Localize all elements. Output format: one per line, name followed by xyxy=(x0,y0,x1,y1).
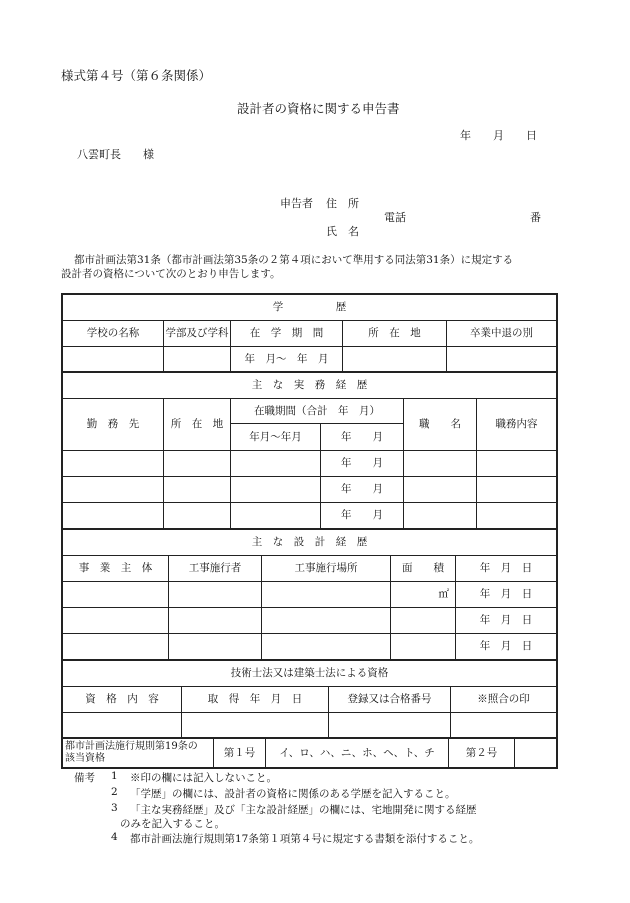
note-continuation: のみを記入すること。 xyxy=(120,818,225,830)
number-suffix: 番 xyxy=(530,211,541,224)
work-row-period[interactable] xyxy=(231,451,321,477)
license-header-date: 取 得 年 月 日 xyxy=(182,687,329,713)
work-row-duties[interactable] xyxy=(477,477,557,503)
design-row-date[interactable]: 年 月 日 xyxy=(456,608,557,634)
work-header-location: 所 在 地 xyxy=(164,399,231,451)
note-number: 4 xyxy=(111,831,118,843)
note-text: 都市計画法施行規則第17条第１項第４号に規定する書類を添付すること。 xyxy=(130,833,480,845)
work-row-position[interactable] xyxy=(404,451,477,477)
body-text-line2: 設計者の資格について次のとおり申告します。 xyxy=(61,268,281,280)
work-header-duties: 職務内容 xyxy=(477,399,557,451)
design-header-owner: 事 業 主 体 xyxy=(63,556,169,582)
work-row-office[interactable] xyxy=(63,503,164,529)
note-number: 1 xyxy=(111,770,118,782)
note-text: ※印の欄には記入しないこと。 xyxy=(130,772,277,784)
work-title: 主 な 実 務 経 歴 xyxy=(63,373,557,399)
work-row-office[interactable] xyxy=(63,477,164,503)
work-row-office[interactable] xyxy=(63,451,164,477)
work-header-duration: 年 月 xyxy=(321,424,404,451)
design-row-site[interactable] xyxy=(262,608,391,634)
education-cell-location[interactable] xyxy=(343,347,447,372)
license-header-check: ※照合の印 xyxy=(451,687,557,713)
work-row-duties[interactable] xyxy=(477,451,557,477)
note-text: 「主な実務経歴」及び「主な設計経歴」の欄には、宅地開発に関する経歴 xyxy=(130,804,477,816)
design-row-area[interactable] xyxy=(391,634,456,660)
education-cell-graduation[interactable] xyxy=(447,347,557,372)
design-title: 主 な 設 計 経 歴 xyxy=(63,530,557,556)
work-header-position: 職 名 xyxy=(404,399,477,451)
design-row-site[interactable] xyxy=(262,634,391,660)
design-section xyxy=(61,528,558,661)
license-cell-number[interactable] xyxy=(329,713,451,738)
design-row-date[interactable]: 年 月 日 xyxy=(456,582,557,608)
body-text-line1: 都市計画法第31条（都市計画法第35条の２第４項において準用する同法第31条）に規定する xyxy=(74,254,514,266)
rule19-label-line1: 都市計画法施行規則第19条の xyxy=(65,740,198,752)
education-header-school: 学校の名称 xyxy=(63,321,164,347)
rule19-item1[interactable]: 第１号 xyxy=(214,739,266,768)
design-row-owner[interactable] xyxy=(63,608,169,634)
education-section xyxy=(61,293,558,373)
license-section xyxy=(61,659,558,739)
design-row-contractor[interactable] xyxy=(169,608,262,634)
work-row-period[interactable] xyxy=(231,477,321,503)
work-row-location[interactable] xyxy=(164,451,231,477)
form-number: 様式第４号（第６条関係） xyxy=(61,68,212,83)
design-row-site[interactable] xyxy=(262,582,391,608)
education-header-faculty: 学部及び学科 xyxy=(164,321,231,347)
design-header-site: 工事施行場所 xyxy=(262,556,391,582)
design-row-area[interactable]: ㎡ xyxy=(391,582,456,608)
phone-label: 電話 xyxy=(384,211,406,224)
rule19-label-line2: 該当資格 xyxy=(65,753,105,764)
license-cell-check[interactable] xyxy=(451,713,557,738)
education-header-location: 所 在 地 xyxy=(343,321,447,347)
design-row-date[interactable]: 年 月 日 xyxy=(456,634,557,660)
work-row-position[interactable] xyxy=(404,503,477,529)
note-number: 2 xyxy=(111,786,118,798)
education-header-period: 在 学 期 間 xyxy=(231,321,343,347)
work-header-office: 勤 務 先 xyxy=(63,399,164,451)
education-cell-faculty[interactable] xyxy=(164,347,231,372)
education-cell-school[interactable] xyxy=(63,347,164,372)
rule19-sub-items[interactable]: イ、ロ、ハ、ニ、ホ、ヘ、ト、チ xyxy=(266,739,449,768)
work-section xyxy=(61,371,558,530)
license-title: 技術士法又は建築士法による資格 xyxy=(63,661,557,687)
rule19-section xyxy=(61,737,558,769)
design-row-owner[interactable] xyxy=(63,582,169,608)
design-header-area: 面 積 xyxy=(391,556,456,582)
note-number: 3 xyxy=(111,802,118,814)
work-header-period: 年月～年月 xyxy=(231,424,321,451)
license-cell-qualification[interactable] xyxy=(63,713,182,738)
design-header-date: 年 月 日 xyxy=(456,556,557,582)
license-header-number: 登録又は合格番号 xyxy=(329,687,451,713)
rule19-blank[interactable] xyxy=(515,739,557,768)
rule19-item2[interactable]: 第２号 xyxy=(449,739,515,768)
work-row-location[interactable] xyxy=(164,503,231,529)
date-line: 年 月 日 xyxy=(460,129,537,142)
design-row-contractor[interactable] xyxy=(169,634,262,660)
page-title: 設計者の資格に関する申告書 xyxy=(237,101,400,116)
design-row-contractor[interactable] xyxy=(169,582,262,608)
work-row-position[interactable] xyxy=(404,477,477,503)
education-title: 学 歴 xyxy=(63,295,557,321)
notes-label: 備考 xyxy=(74,772,95,784)
work-header-tenure: 在職期間（合計 年 月） xyxy=(231,399,404,424)
license-cell-date[interactable] xyxy=(182,713,329,738)
license-header-qualification: 資 格 内 容 xyxy=(63,687,182,713)
addressee: 八雲町長 様 xyxy=(77,148,154,161)
name-label: 氏 名 xyxy=(326,225,359,238)
education-cell-period[interactable]: 年 月～ 年 月 xyxy=(231,347,343,372)
work-row-duties[interactable] xyxy=(477,503,557,529)
work-row-location[interactable] xyxy=(164,477,231,503)
rule19-label xyxy=(63,739,214,768)
work-row-period[interactable] xyxy=(231,503,321,529)
work-row-duration[interactable]: 年 月 xyxy=(321,451,404,477)
design-header-contractor: 工事施行者 xyxy=(169,556,262,582)
design-row-area[interactable] xyxy=(391,608,456,634)
address-label: 住 所 xyxy=(326,197,359,210)
design-row-owner[interactable] xyxy=(63,634,169,660)
note-text: 「学歴」の欄には、設計者の資格に関係のある学歴を記入すること。 xyxy=(130,788,456,800)
work-row-duration[interactable]: 年 月 xyxy=(321,477,404,503)
applicant-label: 申告者 xyxy=(280,197,313,210)
work-row-duration[interactable]: 年 月 xyxy=(321,503,404,529)
education-header-graduation: 卒業中退の別 xyxy=(447,321,557,347)
